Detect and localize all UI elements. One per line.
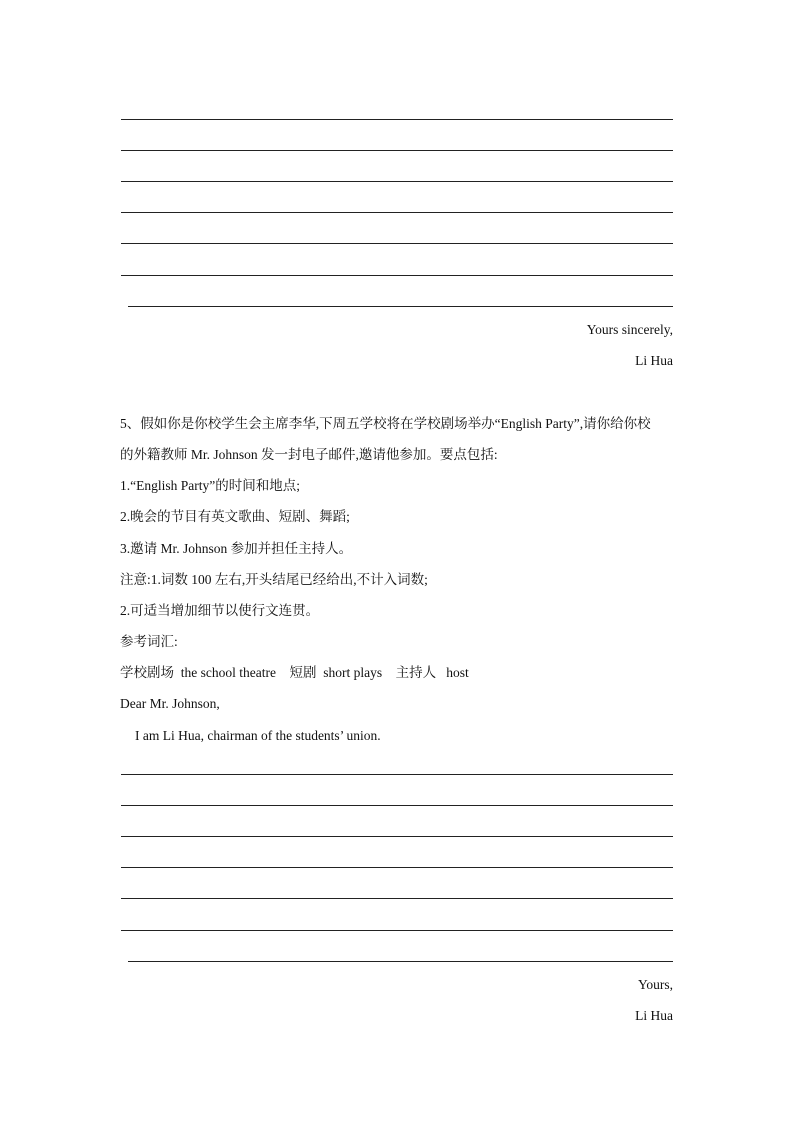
letter-greeting: Dear Mr. Johnson, xyxy=(120,696,220,711)
answer-line[interactable] xyxy=(128,961,673,962)
answer-line[interactable] xyxy=(121,212,673,213)
answer-line[interactable] xyxy=(121,181,673,182)
letter-opening: I am Li Hua, chairman of the students’ union. xyxy=(135,728,381,743)
answer-line[interactable] xyxy=(121,150,673,151)
closing-sincerely: Yours sincerely, xyxy=(586,322,673,337)
answer-line[interactable] xyxy=(121,836,673,837)
answer-line[interactable] xyxy=(121,243,673,244)
answer-line[interactable] xyxy=(121,805,673,806)
answer-line[interactable] xyxy=(121,898,673,899)
point-item: 2.晚会的节目有英文歌曲、短剧、舞蹈; xyxy=(120,509,350,524)
question-prompt: 5、假如你是你校学生会主席李华,下周五学校将在学校剧场举办“English Party”,请你给你校 xyxy=(120,416,651,431)
closing-yours: Yours, xyxy=(637,977,673,992)
answer-line[interactable] xyxy=(121,774,673,775)
point-item: 3.邀请 Mr. Johnson 参加并担任主持人。 xyxy=(120,541,353,556)
note-item: 2.可适当增加细节以使行文连贯。 xyxy=(120,603,320,618)
signature: Li Hua xyxy=(635,353,673,368)
vocab-heading: 参考词汇: xyxy=(120,634,178,649)
answer-line[interactable] xyxy=(121,930,673,931)
answer-line[interactable] xyxy=(121,867,673,868)
note-item: 注意:1.词数 100 左右,开头结尾已经给出,不计入词数; xyxy=(120,572,428,587)
point-item: 1.“English Party”的时间和地点; xyxy=(120,478,300,493)
answer-line[interactable] xyxy=(121,119,673,120)
signature: Li Hua xyxy=(635,1008,673,1023)
question-prompt-cont: 的外籍教师 Mr. Johnson 发一封电子邮件,邀请他参加。要点包括: xyxy=(120,447,498,462)
answer-line[interactable] xyxy=(128,306,673,307)
answer-line[interactable] xyxy=(121,275,673,276)
vocab-list: 学校剧场 the school theatre 短剧 short plays 主持人 host xyxy=(120,665,469,680)
